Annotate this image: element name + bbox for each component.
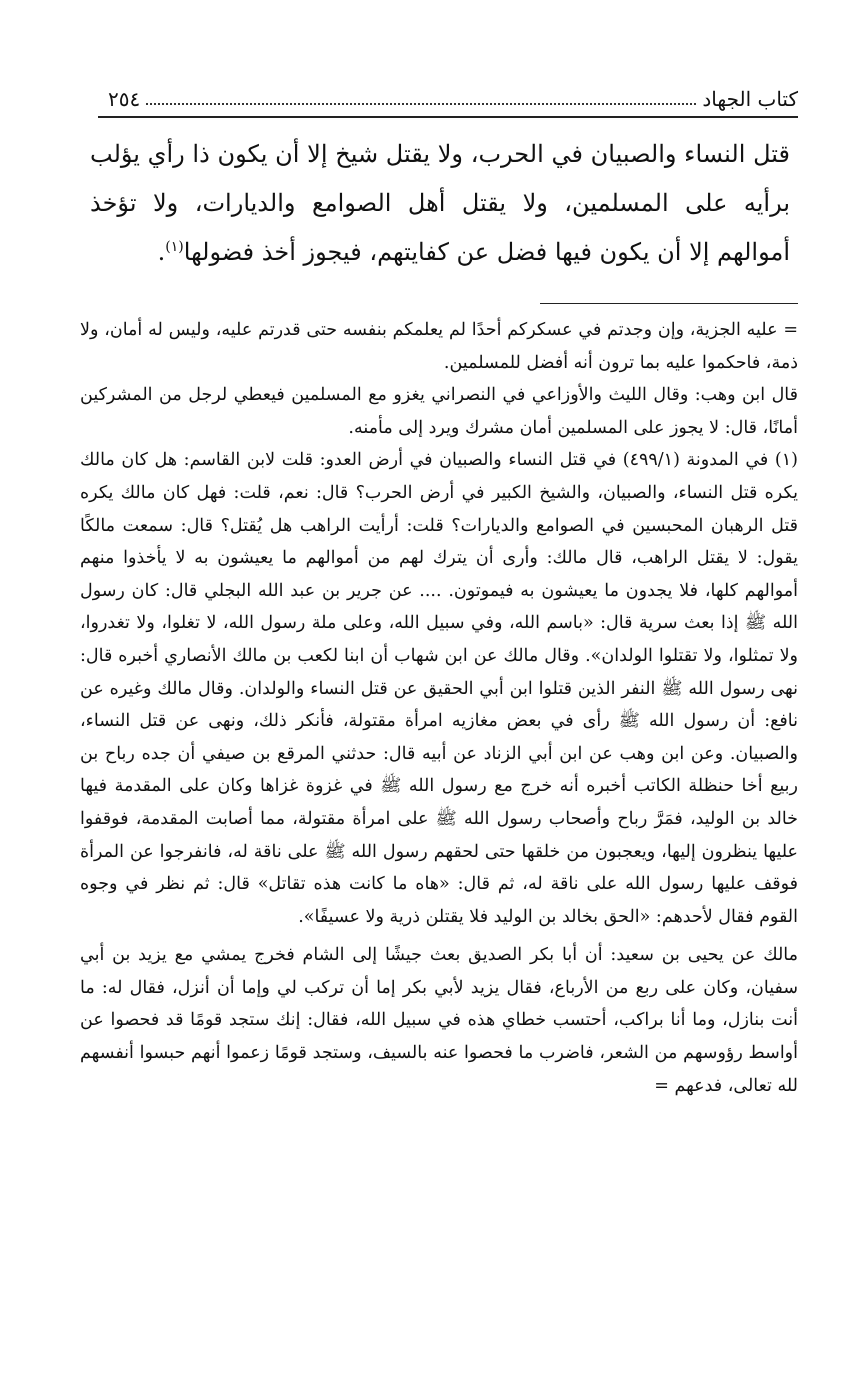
footnote-divider: [540, 303, 798, 304]
footnote-reference: (١): [165, 239, 184, 255]
header-rule: [98, 116, 798, 118]
main-paragraph-body: قتل النساء والصبيان في الحرب، ولا يقتل شيخ إلا أن يكون ذا رأي يؤلب برأيه على المسلمين، ولا يقتل أهل الصوامع والديارات، ولا تؤخذ أموالهم إلا أن يكون فيها فضل عن كفايتهم، فيجوز أخذ فضولها: [90, 140, 790, 266]
running-header: [108, 78, 798, 112]
footnotes: [80, 314, 798, 1102]
book-title: كتاب الجهاد: [702, 87, 798, 111]
main-paragraph-end: .: [157, 238, 166, 266]
footnote-malik-yahya: مالك عن يحيى بن سعيد: أن أبا بكر الصديق بعث جيشًا إلى الشام فخرج يمشي مع يزيد بن أبي سفيان، وكان على ربع من الأرباع، فقال يزيد لأبي بكر إما أن تركب لي وإما أن أنزل، فقال له: ما أنت بنازل، وما أنا براكب، أحتسب خطاي هذه في سبيل الله، فقال: إنك ستجد قومًا قد فحصوا عن أواسط رؤوسهم من الشعر، فاضرب ما فحصوا عنه بالسيف، وستجد قومًا زعموا أنهم حبسوا أنفسهم لله تعالى، فدعهم =: [80, 945, 798, 1096]
main-text: [90, 130, 790, 277]
footnote-ibn-wahb: قال ابن وهب: وقال الليث والأوزاعي في النصراني يغزو مع المسلمين فيعطي لرجل من المشركين أمانًا، قال: لا يجوز على المسلمين أمان مشرك ويرد إلى مأمنه.: [80, 385, 798, 438]
footnote-1: (١) في المدونة (٤٩٩/١) في قتل النساء والصبيان في أرض العدو: قلت لابن القاسم: هل كان مالك يكره قتل النساء، والصبيان، والشيخ الكبير في أرض الحرب؟ قال: نعم، قلت: فهل كان مالك يكره قتل الرهبان المحبسين في الصوامع والديارات؟ قلت: أرأيت الراهب هل يُقتل؟ قال: سمعت مالكًا يقول: لا يقتل الراهب، قال مالك: وأرى أن يترك لهم من أموالهم ما يعيشون به لا يأخذوا منهم أموالهم كلها، فلا يجدون ما يعيشون به فيموتون. .... عن جرير بن عبد الله البجلي قال: كان رسول الله ﷺ إذا بعث سرية قال: «باسم الله، وفي سبيل الله، وعلى ملة رسول الله، لا تغلوا، ولا تغدروا، ولا تمثلوا، ولا تقتلوا الولدان». وقال مالك عن ابن شهاب أن ابنا لكعب بن مالك الأنصاري أخبره قال: نهى رسول الله ﷺ النفر الذين قتلوا ابن أبي الحقيق عن قتل النساء والولدان. وقال مالك وغيره عن نافع: أن رسول الله ﷺ رأى في بعض مغازيه امرأة مقتولة، فأنكر ذلك، ونهى عن قتل النساء، والصبيان. وعن ابن وهب عن ابن أبي الزناد عن أبيه قال: حدثني المرقع بن صيفي أن جده رباح بن ربيع أخا حنظلة الكاتب أخبره أنه خرج مع رسول الله ﷺ في غزوة غزاها وكان على المقدمة فيها خالد بن الوليد، فمَرَّ رباح وأصحاب رسول الله ﷺ على امرأة مقتولة، مما أصابت المقدمة، فوقفوا عليها ينظرون إليها، ويعجبون من خلقها حتى لحقهم رسول الله ﷺ على ناقة له، فانفرجوا عن المرأة فوقف عليها رسول الله على ناقة له، ثم قال: «هاه ما كانت هذه تقاتل» قال: ثم نظر في وجوه القوم فقال لأحدهم: «الحق بخالد بن الوليد فلا يقتلن ذرية ولا عسيفًا».: [80, 450, 798, 927]
header-leader-dots: [146, 103, 696, 105]
main-paragraph: [90, 130, 790, 277]
page-number: ٢٥٤: [108, 87, 141, 111]
footnote-continuation: = عليه الجزية، وإن وجدتم في عسكركم أحدًا لم يعلمكم بنفسه حتى قدرتم عليه، وليس له أمان، ولا ذمة، فاحكموا عليه بما ترون أنه أفضل للمسلمين.: [80, 320, 798, 373]
